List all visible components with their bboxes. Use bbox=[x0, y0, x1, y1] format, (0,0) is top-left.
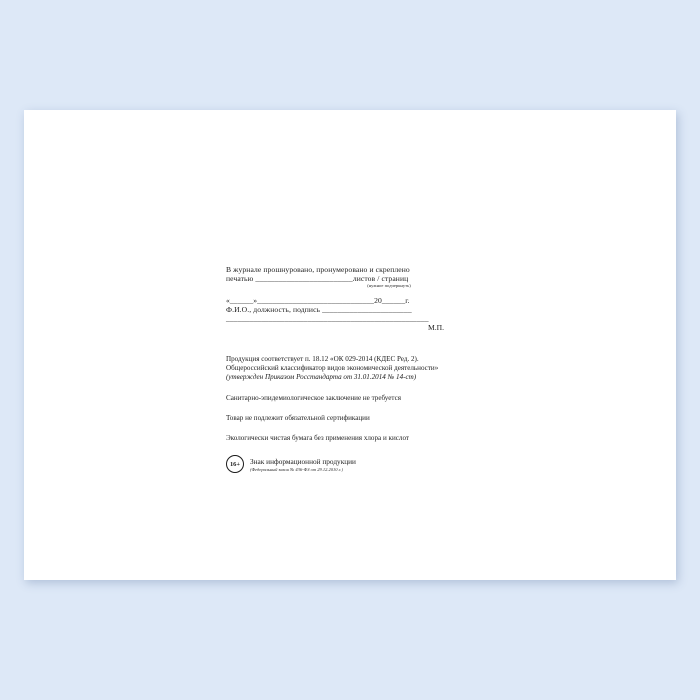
age-badge-subtitle: (Федеральный закон № 436-ФЗ от 29.12.2010 г.) bbox=[250, 467, 343, 473]
document-content bbox=[226, 265, 466, 473]
note-2: Санитарно-эпидемиологическое заключение не требуется bbox=[226, 394, 402, 403]
age-rating-icon: 16+ bbox=[226, 455, 244, 473]
note-4: Экологически чистая бумага без применения хлора и кислот bbox=[226, 434, 410, 443]
note-1-line-1: Продукция соответствует п. 18.12 «ОК 029-2014 (КДЕС Ред. 2). bbox=[226, 355, 419, 363]
certification-line-4: Ф.И.О., должность, подпись _______________________ bbox=[226, 305, 412, 314]
certification-line-2-note: (нужное подчеркнуть) bbox=[367, 283, 411, 288]
certification-line-1: В журнале прошнуровано, пронумеровано и скреплено bbox=[226, 265, 410, 274]
note-3: Товар не подлежит обязательной сертификации bbox=[226, 414, 370, 423]
certification-block bbox=[226, 265, 466, 332]
age-badge-text bbox=[250, 455, 356, 472]
note-1-line-3: (утвержден Приказом Росстандарта от 31.01.2014 № 14-ст) bbox=[226, 373, 417, 382]
age-badge-title: Знак информационной продукции bbox=[250, 457, 356, 467]
age-badge-row bbox=[226, 455, 466, 473]
stamp-mark: М.П. bbox=[427, 323, 444, 332]
notes-block bbox=[226, 355, 466, 473]
certification-line-2: печатью _________________________листов / страниц bbox=[226, 274, 409, 283]
note-1-line-2: Общероссийский классификатор видов экономической деятельности» bbox=[226, 364, 439, 373]
document-page bbox=[24, 110, 676, 580]
certification-line-3: «______»______________________________20______г. bbox=[226, 296, 410, 305]
certification-line-5: ____________________________________________________ bbox=[226, 314, 429, 323]
